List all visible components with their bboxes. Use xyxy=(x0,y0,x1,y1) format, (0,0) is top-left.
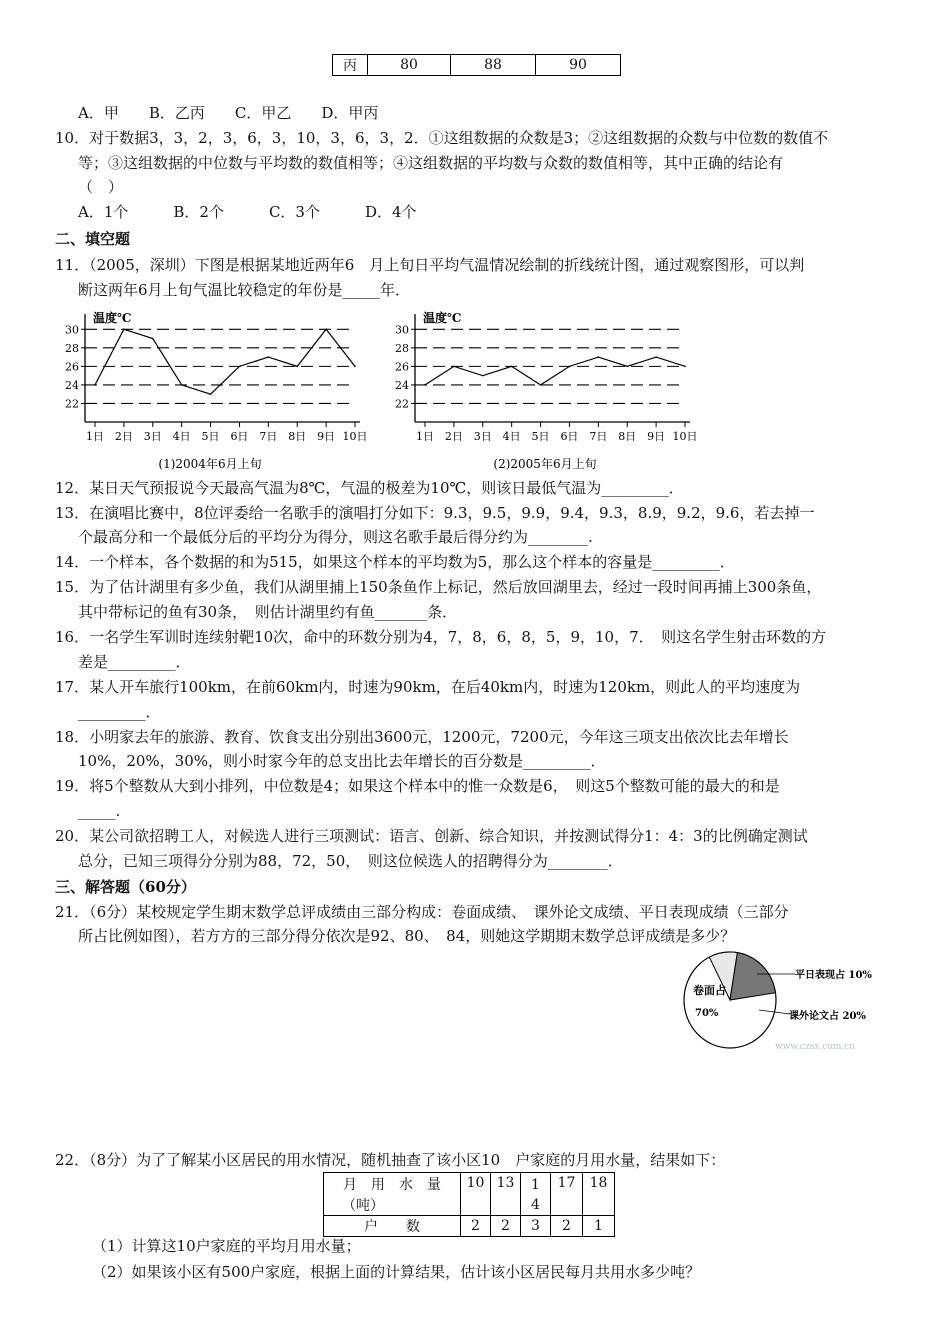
water-usage-table xyxy=(323,1172,615,1237)
pie-essay-label: 课外论文占 20% xyxy=(789,1011,866,1022)
amount-3-a: 1 xyxy=(531,1177,540,1193)
q13-line2: 个最高分和一个最低分后的平均分为得分，则这名歌手最后得分约为________. xyxy=(78,528,593,546)
x-tick-label: 6日 xyxy=(230,430,249,443)
q16-line2: 差是_________． xyxy=(78,653,191,671)
top-table-v1: 80 xyxy=(368,55,451,76)
x-tick-label: 4日 xyxy=(502,430,521,443)
y-tick-label: 26 xyxy=(65,360,79,374)
count-label: 户 数 xyxy=(324,1216,461,1237)
q22-line1: 22．（8分）为了了解某小区居民的用水情况，随机抽查了该小区10 户家庭的月用水量，结果如下： xyxy=(55,1151,726,1169)
chart-2004 xyxy=(55,308,375,473)
data-point xyxy=(94,384,96,386)
x-tick-label: 9日 xyxy=(317,430,336,443)
q19-line2: _____. xyxy=(78,802,121,820)
x-tick-label: 8日 xyxy=(618,430,637,443)
data-point xyxy=(123,328,125,330)
q10-line3: （ ） xyxy=(78,178,124,196)
q15-line2: 其中带标记的鱼有30条， 则估计湖里约有鱼_______条． xyxy=(78,603,458,621)
y-tick-label: 28 xyxy=(65,341,79,355)
count-2: 2 xyxy=(491,1216,521,1237)
q21-line2: 所占比例如图），若方方的三部分得分依次是92、80、 84，则她这学期期末数学总评成绩是多少？ xyxy=(78,927,736,945)
data-point xyxy=(655,356,657,358)
pie-daily-label: 平日表现占 10% xyxy=(795,970,872,981)
x-tick-label: 2日 xyxy=(444,430,463,443)
x-tick-label: 6日 xyxy=(560,430,579,443)
data-point xyxy=(152,338,154,340)
x-tick-label: 4日 xyxy=(172,430,191,443)
x-tick-label: 5日 xyxy=(531,430,550,443)
pie-slice-essay xyxy=(730,953,775,1000)
x-tick-label: 1日 xyxy=(86,430,104,443)
series-line xyxy=(95,329,355,394)
data-point xyxy=(569,366,571,368)
watermark: www.czsx.com.cn xyxy=(775,1042,855,1052)
y-tick-label: 26 xyxy=(395,360,409,374)
chart-2005 xyxy=(385,308,705,473)
count-3: 3 xyxy=(521,1216,551,1237)
pie-chart xyxy=(675,948,905,1058)
data-point xyxy=(181,384,183,386)
amount-2: 13 xyxy=(491,1173,521,1216)
x-tick-label: 9日 xyxy=(647,430,666,443)
q10-options: A．1个 B．2个 C．3个 D．4个 xyxy=(78,203,417,221)
water-header-2: （吨） xyxy=(324,1194,461,1216)
data-point xyxy=(325,328,327,330)
water-header-1: 月 用 水 量 xyxy=(324,1173,461,1195)
q13-line1: 13．在演唱比赛中，8位评委给一名歌手的演唱打分如下：9.3，9.5，9.9，9.4，9.3，8.9，9.2，9.6，若去掉一 xyxy=(55,504,815,522)
pie-main-pct: 70% xyxy=(695,1008,719,1019)
pie-main-label: 卷面占 xyxy=(693,984,726,997)
x-tick-label: 3日 xyxy=(143,430,162,443)
y-tick-label: 22 xyxy=(395,397,409,411)
x-tick-label: 7日 xyxy=(259,430,278,443)
x-tick-label: 2日 xyxy=(114,430,133,443)
q10-line2: 等；③这组数据的中位数与平均数的数值相等；④这组数据的平均数与众数的数值相等，其中正确的结论有 xyxy=(78,154,784,172)
y-tick-label: 30 xyxy=(65,323,79,337)
amount-3-b: 4 xyxy=(531,1197,540,1213)
data-point xyxy=(684,366,686,368)
x-tick-label: 8日 xyxy=(288,430,307,443)
y-tick-label: 30 xyxy=(395,323,409,337)
q10-line1: 10．对于数据3，3，2，3，6，3，10，3，6，3，2．①这组数据的众数是3；②这组数据的众数与中位数的数值不 xyxy=(55,129,829,147)
data-point xyxy=(296,366,298,368)
data-point xyxy=(453,366,455,368)
y-tick-label: 22 xyxy=(65,397,79,411)
top-table-name: 丙 xyxy=(333,55,368,76)
q18-line1: 18．小明家去年的旅游、教育、饮食支出分别出3600元，1200元，7200元，今年这三项支出依次比去年增长 xyxy=(55,728,789,746)
q15-line1: 15．为了估计湖里有多少鱼，我们从湖里捕上150条鱼作上标记，然后放回湖里去，经过一段时间再捕上300条鱼， xyxy=(55,578,822,596)
section-fill-blank: 二、填空题 xyxy=(55,230,131,248)
count-4: 2 xyxy=(551,1216,583,1237)
q9-options: A．甲 B．乙丙 C．甲乙 D．甲丙 xyxy=(78,104,379,122)
y-tick-label: 28 xyxy=(395,341,409,355)
chart-2004-caption: (1)2004年6月上旬 xyxy=(158,457,262,471)
x-tick-label: 1日 xyxy=(416,430,434,443)
section-solve: 三、解答题（60分） xyxy=(55,878,196,896)
q14: 14．一个样本，各个数据的和为515，如果这个样本的平均数为5，那么这个样本的容量是_________． xyxy=(55,553,735,571)
amount-3 xyxy=(521,1173,551,1216)
data-point xyxy=(424,384,426,386)
q20-line2: 总分，已知三项得分分别为88，72，50， 则这位候选人的招聘得分为________． xyxy=(78,852,623,870)
x-tick-label: 7日 xyxy=(589,430,608,443)
q11-line2: 断这两年6月上旬气温比较稳定的年份是_____年． xyxy=(78,281,411,299)
data-point xyxy=(626,366,628,368)
q16-line1: 16．一名学生军训时连续射靶10次，命中的环数分别为4，7，8，6，8，5，9，10，7． 则这名学生射击环数的方 xyxy=(55,628,827,646)
data-point xyxy=(511,366,513,368)
y-axis-label: 温度℃ xyxy=(93,311,132,325)
x-tick-label: 5日 xyxy=(201,430,220,443)
chart-2005-caption: (2)2005年6月上旬 xyxy=(493,457,597,471)
data-point xyxy=(482,375,484,377)
x-tick-label: 3日 xyxy=(473,430,492,443)
q12: 12．某日天气预报说今天最高气温为8℃，气温的极差为10℃，则该日最低气温为_________． xyxy=(55,479,684,497)
amount-1: 10 xyxy=(461,1173,491,1216)
data-point xyxy=(210,393,212,395)
top-table-v2: 88 xyxy=(451,55,536,76)
x-tick-label: 10日 xyxy=(672,430,698,443)
q21-line1: 21．（6分）某校规定学生期末数学总评成绩由三部分构成：卷面成绩、 课外论文成绩、平日表现成绩（三部分 xyxy=(55,903,789,921)
q22-sub2: （2）如果该小区有500户家庭，根据上面的计算结果，估计该小区居民每月共用水多少吨？ xyxy=(92,1263,701,1281)
q17-line1: 17．某人开车旅行100km，在前60km内，时速为90km，在后40km内，时速为120km，则此人的平均速度为 xyxy=(55,678,801,696)
data-point xyxy=(354,366,356,368)
series-line xyxy=(425,357,685,385)
y-tick-label: 24 xyxy=(65,378,79,392)
q11-line1: 11．（2005，深圳）下图是根据某地近两年6 月上旬日平均气温情况绘制的折线统计图，通过观察图形，可以判 xyxy=(55,256,805,274)
data-point xyxy=(268,356,270,358)
top-score-table xyxy=(332,54,621,76)
data-point xyxy=(598,356,600,358)
count-1: 2 xyxy=(461,1216,491,1237)
y-axis-label: 温度℃ xyxy=(423,311,462,325)
count-5: 1 xyxy=(583,1216,615,1237)
amount-4: 17 xyxy=(551,1173,583,1216)
x-tick-label: 10日 xyxy=(342,430,368,443)
data-point xyxy=(239,366,241,368)
q18-line2: 10%，20%，30%，则小时家今年的总支出比去年增长的百分数是_________． xyxy=(78,752,606,770)
top-table-v3: 90 xyxy=(536,55,621,76)
q22-sub1: （1）计算这10户家庭的平均月用水量； xyxy=(92,1237,361,1255)
data-point xyxy=(540,384,542,386)
y-tick-label: 24 xyxy=(395,378,409,392)
q19-line1: 19．将5个整数从大到小排列，中位数是4；如果这个样本中的惟一众数是6， 则这5个整数可能的最大的和是 xyxy=(55,777,780,795)
q20-line1: 20．某公司欲招聘工人，对候选人进行三项测试：语言、创新、综合知识，并按测试得分1：4：3的比例确定测试 xyxy=(55,827,808,845)
q17-line2: _________． xyxy=(78,703,161,721)
amount-5: 18 xyxy=(583,1173,615,1216)
